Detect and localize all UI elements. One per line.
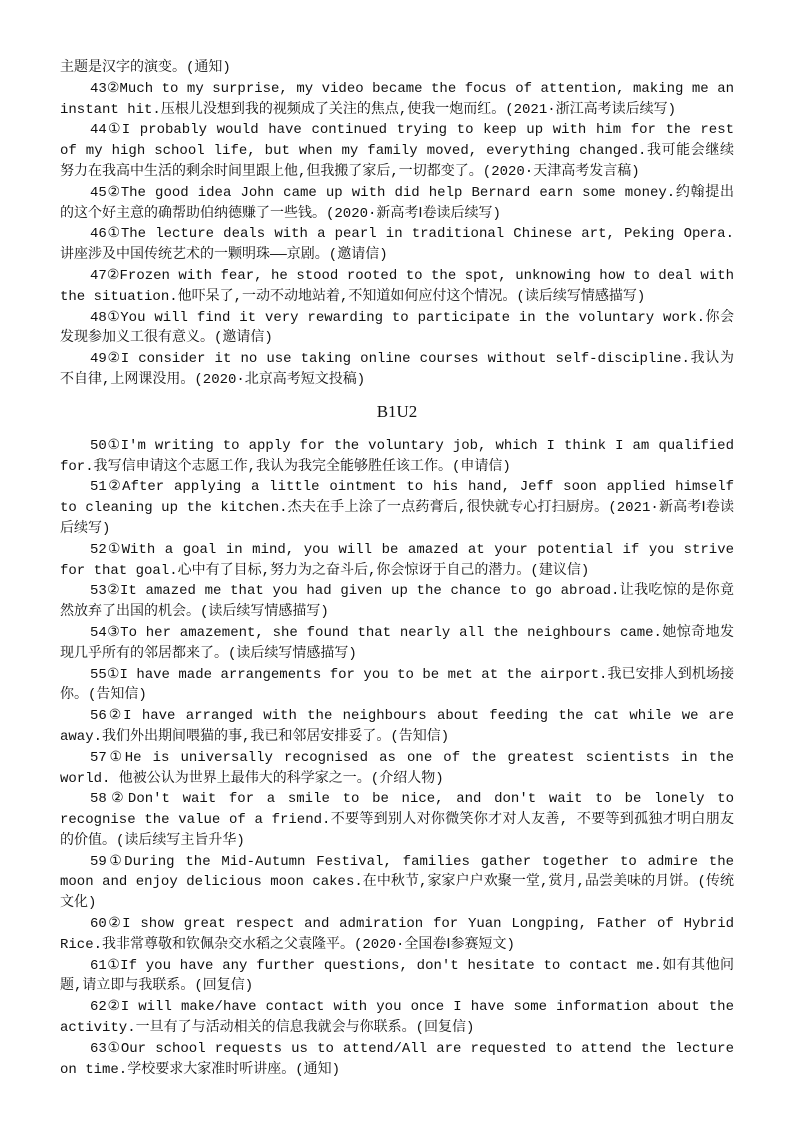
sentence-item: 53②It amazed me that you had given up the chance to go abroad.让我吃惊的是你竟然放弃了出国的机会。(读后续写情感描写) xyxy=(60,583,734,621)
sentence-item: 60②I show great respect and admiration for Yuan Longping, Father of Hybrid Rice.我非常尊敬和钦佩杂交水稻之父袁隆平。(2020·全国卷Ⅰ参赛短文) xyxy=(60,916,734,953)
sentence-item: 54③To her amazement, she found that nearly all the neighbours came.她惊奇地发现几乎所有的邻居都来了。(读后续写情感描写) xyxy=(60,624,734,662)
sentence-item: 57①He is universally recognised as one of the greatest scientists in the world. 他被公认为世界上最伟大的科学家之一。(介绍人物) xyxy=(60,749,734,787)
sentence-item: 59①During the Mid-Autumn Festival, families gather together to admire the moon and enjoy delicious moon cakes.在中秋节,家家户户欢聚一堂,赏月,品尝美味的月饼。(传统文化) xyxy=(60,853,734,912)
sentence-item: 62②I will make/have contact with you once I have some information about the activity.一旦有了与活动相关的信息我就会与你联系。(回复信) xyxy=(60,999,734,1037)
section-title: B1U2 xyxy=(376,401,418,421)
sentence-item: 52①With a goal in mind, you will be amazed at your potential if you strive for that goal.心中有了目标,努力为之奋斗后,你会惊讶于自己的潜力。(建议信) xyxy=(60,541,734,579)
sentence-item: 51②After applying a little ointment to his hand, Jeff soon applied himself to cleaning up the kitchen.杰夫在手上涂了一点药膏后,很快就专心打扫厨房。(2021·新高考Ⅰ卷读后续写) xyxy=(60,479,734,537)
sentence-item: 47②Frozen with fear, he stood rooted to the spot, unknowing how to deal with the situation.他吓呆了,一动不动地站着,不知道如何应付这个情况。(读后续写情感描写) xyxy=(60,267,734,305)
sentence-item: 63①Our school requests us to attend/All are requested to attend the lecture on time.学校要求大家准时听讲座。(通知) xyxy=(60,1040,734,1078)
sentence-item: 58②Don't wait for a smile to be nice, and don't wait to be lonely to recognise the value of a friend.不要等到别人对你微笑你才对人友善, 不要等到孤独才明白朋友的价值。(读后续写主旨升华) xyxy=(60,791,734,849)
sentence-item: 43②Much to my surprise, my video became the focus of attention, making me an instant hit.压根儿没想到我的视频成了关注的焦点,使我一炮而红。(2021·浙江高考读后续写) xyxy=(60,80,734,118)
sentence-item: 61①If you have any further questions, don't hesitate to contact me.如有其他问题,请立即与我联系。(回复信) xyxy=(60,957,734,995)
items-after-section xyxy=(60,436,734,1081)
sentence-item: 49②I consider it no use taking online courses without self-discipline.我认为不自律,上网课没用。(2020·北京高考短文投稿) xyxy=(60,351,734,388)
sentence-item: 55①I have made arrangements for you to be met at the airport.我已安排人到机场接你。(告知信) xyxy=(60,666,734,704)
sentence-item: 56②I have arranged with the neighbours about feeding the cat while we are away.我们外出期间喂猫的事,我已和邻居安排妥了。(告知信) xyxy=(60,708,734,745)
document-page xyxy=(60,58,734,1080)
items-before-section xyxy=(60,58,734,391)
sentence-item: 主题是汉字的演变。(通知) xyxy=(60,60,231,76)
sentence-item: 50①I'm writing to apply for the voluntary job, which I think I am qualified for.我写信申请这个志愿工作,我认为我完全能够胜任该工作。(申请信) xyxy=(60,437,734,475)
sentence-item: 48①You will find it very rewarding to participate in the voluntary work.你会发现参加义工很有意义。(邀请信) xyxy=(60,309,734,347)
sentence-item: 44①I probably would have continued trying to keep up with him for the rest of my high school life, but when my family moved, everything changed.我可能会继续努力在我高中生活的剩余时间里跟上他,但我搬了家后,一切都变了。(2020·天津高考发言稿) xyxy=(60,122,734,180)
sentence-item: 45②The good idea John came up with did help Bernard earn some money.约翰提出的这个好主意的确帮助伯纳德赚了一些钱。(2020·新高考Ⅰ卷读后续写) xyxy=(60,184,734,222)
sentence-item: 46①The lecture deals with a pearl in traditional Chinese art, Peking Opera.讲座涉及中国传统艺术的一颗明珠——京剧。(邀请信) xyxy=(60,226,734,264)
